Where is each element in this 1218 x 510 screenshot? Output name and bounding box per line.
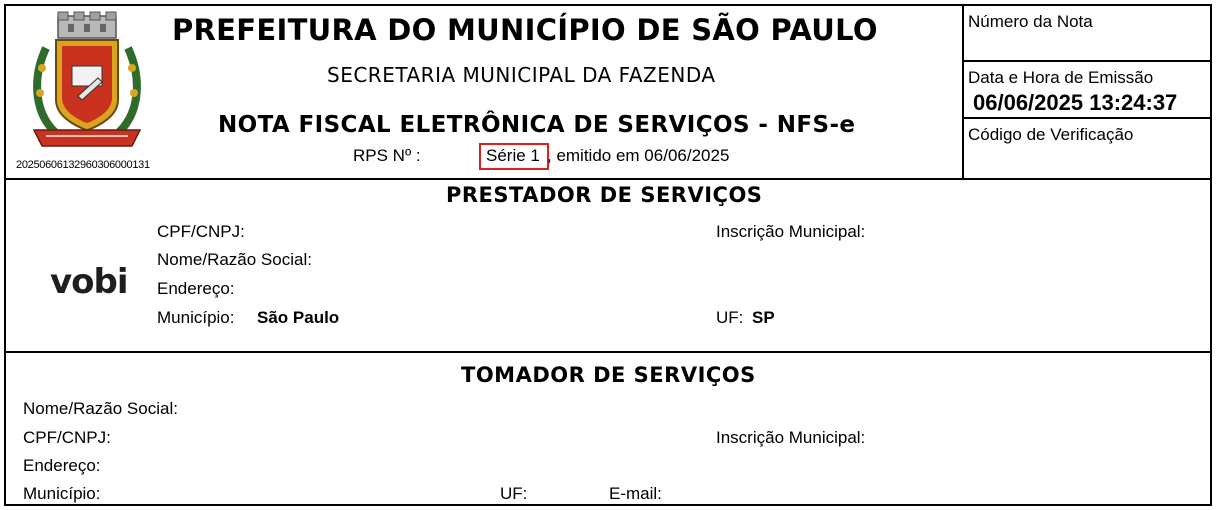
tomador-email-label: E-mail: xyxy=(609,484,662,503)
prestador-logo: vobi xyxy=(50,262,128,302)
codigo-verificacao-label: Código de Verificação xyxy=(968,125,1134,144)
prestador-uf-value: SP xyxy=(752,308,775,327)
page-title: PREFEITURA DO MUNICÍPIO DE SÃO PAULO xyxy=(172,13,878,47)
section-divider xyxy=(4,351,1212,353)
emission-text: , emitido em 06/06/2025 xyxy=(547,146,730,165)
prestador-cpf-label: CPF/CNPJ: xyxy=(157,222,245,241)
prestador-section-title: PRESTADOR DE SERVIÇOS xyxy=(446,183,763,207)
rps-label: RPS Nº : xyxy=(353,146,421,165)
prestador-endereco-label: Endereço: xyxy=(157,279,235,298)
info-box-divider-1 xyxy=(962,60,1212,62)
tomador-cpf-label: CPF/CNPJ: xyxy=(23,428,111,447)
tomador-uf-label: UF: xyxy=(500,484,528,503)
tomador-nome-label: Nome/Razão Social: xyxy=(23,399,178,418)
info-box-divider-2 xyxy=(962,117,1212,119)
tomador-section-title: TOMADOR DE SERVIÇOS xyxy=(461,363,756,387)
prestador-municipio-label: Município: xyxy=(157,308,235,327)
secretaria-subtitle: SECRETARIA MUNICIPAL DA FAZENDA xyxy=(327,63,716,87)
tomador-endereco-label: Endereço: xyxy=(23,456,101,475)
prestador-uf-label: UF: xyxy=(716,308,744,327)
tomador-inscricao-label: Inscrição Municipal: xyxy=(716,428,866,447)
prestador-municipio-value: São Paulo xyxy=(257,308,340,327)
barcode-number: 20250606132960306000131 xyxy=(16,159,150,171)
prestador-nome-label: Nome/Razão Social: xyxy=(157,250,312,269)
document-type-title: NOTA FISCAL ELETRÔNICA DE SERVIÇOS - NFS-e xyxy=(218,112,856,138)
header-right-divider xyxy=(962,4,964,180)
coat-of-arms-emblem xyxy=(28,8,148,161)
data-hora-value: 06/06/2025 13:24:37 xyxy=(973,90,1178,115)
serie-value: Série 1 xyxy=(486,146,540,165)
data-hora-label: Data e Hora de Emissão xyxy=(968,68,1154,87)
header-bottom-divider xyxy=(4,178,1212,180)
numero-nota-label: Número da Nota xyxy=(968,12,1093,31)
prestador-inscricao-label: Inscrição Municipal: xyxy=(716,222,866,241)
tomador-municipio-label: Município: xyxy=(23,484,101,503)
